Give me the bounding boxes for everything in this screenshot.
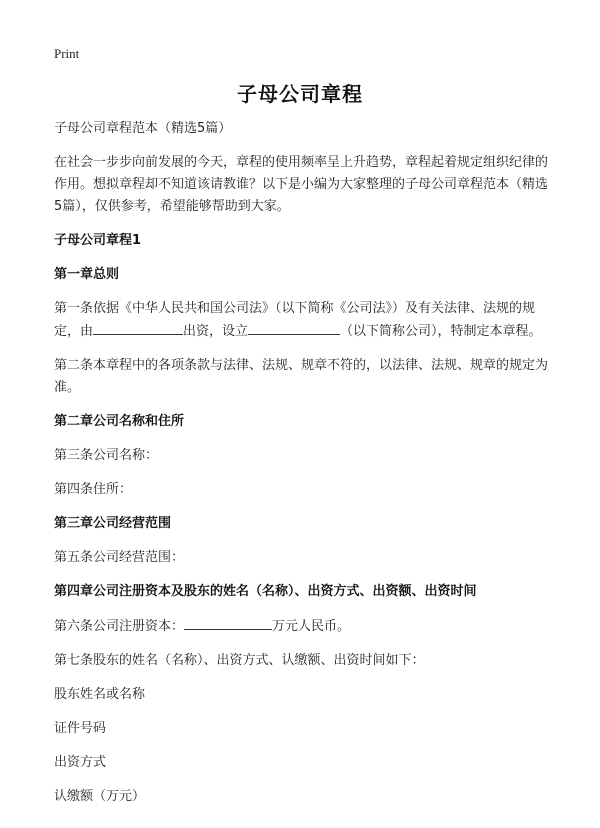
article-1 xyxy=(54,298,554,343)
section-title: 子母公司章程1 xyxy=(54,233,142,248)
article-6-text-a: 第六条公司注册资本： xyxy=(54,619,185,634)
article-3: 第三条公司名称： xyxy=(54,448,159,463)
article-6-text-b: 万元人民币。 xyxy=(272,619,351,634)
document-body xyxy=(54,118,554,820)
intro-paragraph: 在社会一步步向前发展的今天，章程的使用频率呈上升趋势，章程起着规定组织纪律的作用。想拟章程却不知道该请教谁？以下是小编为大家整理的子母公司章程范本（精选5篇），仅供参考，希望能够帮助到大家。 xyxy=(54,155,549,214)
article-4: 第四条住所： xyxy=(54,482,133,497)
print-link[interactable]: Print xyxy=(54,46,80,61)
chapter-3-heading: 第三章公司经营范围 xyxy=(54,516,172,531)
blank-line xyxy=(93,320,183,335)
field-id-number: 证件号码 xyxy=(54,721,107,736)
article-7: 第七条股东的姓名（名称）、出资方式、认缴额、出资时间如下： xyxy=(54,653,425,668)
field-shareholder-name: 股东姓名或名称 xyxy=(54,687,146,702)
blank-line xyxy=(248,320,340,335)
article-2: 第二条本章程中的各项条款与法律、法规、规章不符的，以法律、法规、规章的规定为准。 xyxy=(54,358,549,395)
article-1-text-a: 第一条依据《中华人民共和国公司法》（以下简称《公司法》）及有关法律、法规的规定，由 xyxy=(54,301,536,339)
field-contribution-method: 出资方式 xyxy=(54,755,107,770)
subtitle: 子母公司章程范本（精选5篇） xyxy=(54,121,232,136)
chapter-4-heading: 第四章公司注册资本及股东的姓名（名称）、出资方式、出资额、出资时间 xyxy=(54,584,477,599)
field-subscribed-amount: 认缴额（万元） xyxy=(54,789,146,804)
article-1-text-c: （以下简称公司），特制定本章程。 xyxy=(340,324,542,339)
blank-line xyxy=(184,615,272,630)
article-5: 第五条公司经营范围： xyxy=(54,550,185,565)
page-title: 子母公司章程 xyxy=(237,82,363,106)
article-6 xyxy=(54,615,554,638)
chapter-2-heading: 第二章公司名称和住所 xyxy=(54,414,185,429)
article-1-text-b: 出资，设立 xyxy=(183,324,249,339)
chapter-1-heading: 第一章总则 xyxy=(54,267,120,282)
